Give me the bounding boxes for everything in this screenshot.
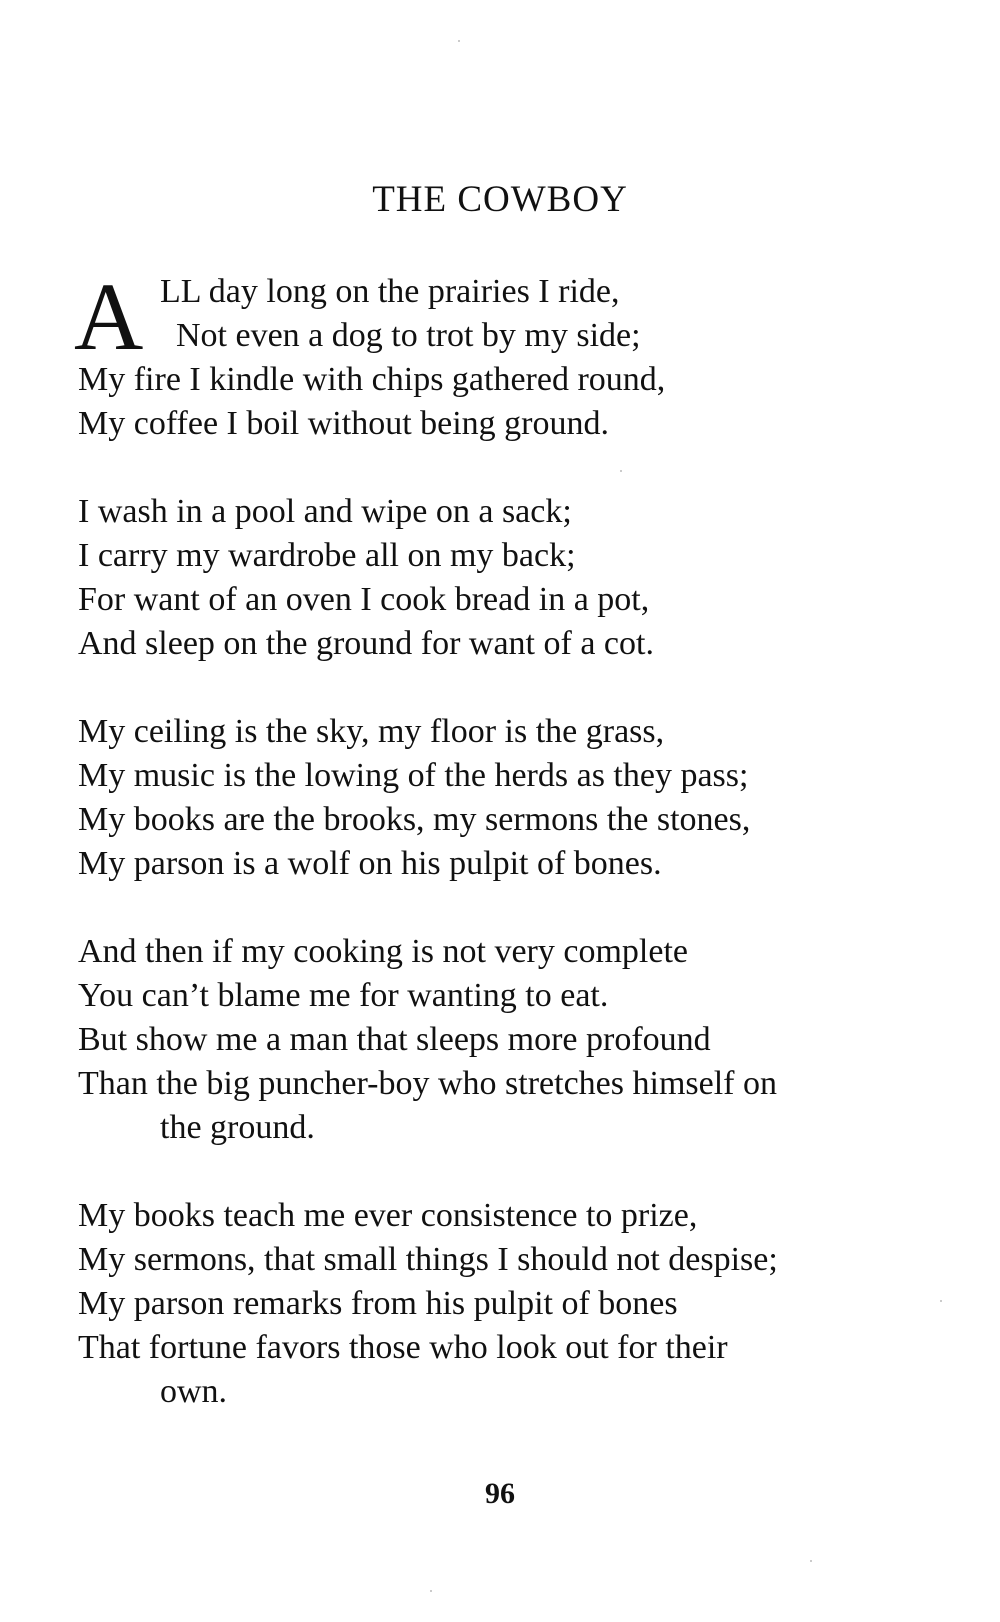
poem-line: My sermons, that small things I should not despise; [78, 1241, 778, 1278]
poem-line: My books are the brooks, my sermons the stones, [78, 801, 751, 838]
scan-speck [940, 1300, 942, 1302]
scan-speck [810, 1560, 812, 1562]
stanza-4 [78, 930, 958, 1150]
poem-title: THE COWBOY [372, 179, 628, 220]
stanza-3 [78, 710, 958, 886]
poem-line: My music is the lowing of the herds as they pass; [78, 757, 749, 794]
poem-line: For want of an oven I cook bread in a pot, [78, 581, 650, 618]
poem-line: And sleep on the ground for want of a cot. [78, 625, 654, 662]
poem-line: My parson remarks from his pulpit of bones [78, 1285, 678, 1322]
stanza-2 [78, 490, 958, 666]
poem-line: Than the big puncher-boy who stretches himself on [78, 1065, 777, 1102]
first-line-text: LL day long on the prairies I ride, [160, 273, 620, 310]
poem-line: My ceiling is the sky, my floor is the grass, [78, 713, 665, 750]
scan-speck [430, 1590, 432, 1592]
poem-line-continuation: own. [160, 1373, 228, 1410]
poem-body [74, 263, 958, 1458]
scan-speck [458, 40, 460, 42]
poem-line: But show me a man that sleeps more profound [78, 1021, 711, 1058]
poem-line: My books teach me ever consistence to prize, [78, 1197, 698, 1234]
stanza-5 [78, 1194, 958, 1414]
poem-line: I carry my wardrobe all on my back; [78, 537, 576, 574]
drop-cap: A [74, 263, 144, 370]
poem-line: You can’t blame me for wanting to eat. [78, 977, 609, 1014]
poem-line: My coffee I boil without being ground. [78, 405, 610, 442]
stanza-1 [74, 263, 958, 446]
page-number: 96 [485, 1477, 515, 1510]
poem-line-continuation: the ground. [160, 1109, 315, 1146]
poem-line: Not even a dog to trot by my side; [176, 317, 641, 354]
poem-line: And then if my cooking is not very complete [78, 933, 688, 970]
scan-speck [620, 470, 622, 472]
poem-line: My parson is a wolf on his pulpit of bones. [78, 845, 662, 882]
poem-line: That fortune favors those who look out for their [78, 1329, 728, 1366]
poem-line: My fire I kindle with chips gathered round, [78, 361, 666, 398]
poem-line: I wash in a pool and wipe on a sack; [78, 493, 572, 530]
